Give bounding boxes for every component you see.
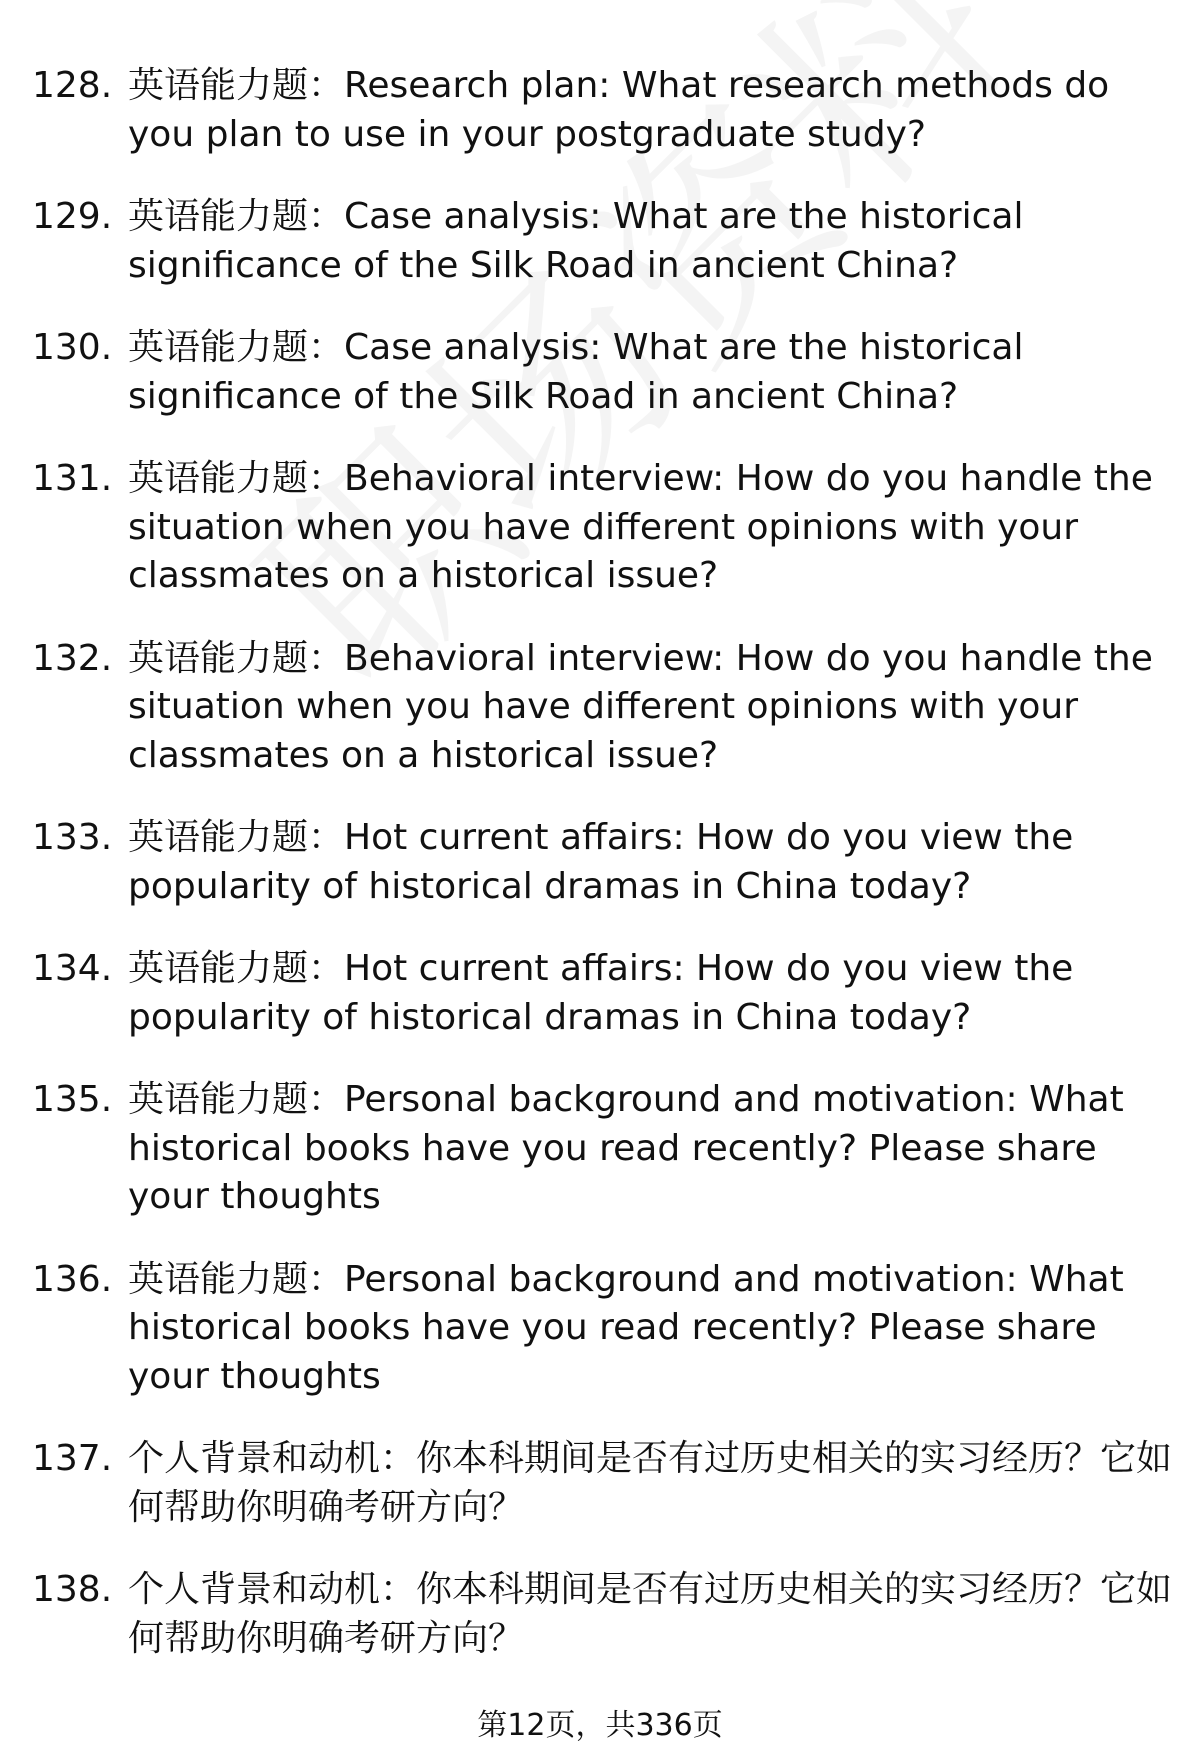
- question-text: 英语能力题：Hot current affairs: How do you view the popularity of historical dramas in China today?: [128, 817, 1074, 907]
- question-number: 137.: [32, 1438, 113, 1479]
- question-number: 130.: [32, 327, 113, 368]
- question-text: 英语能力题：Behavioral interview: How do you handle the situation when you have different opinions with your classmates on a historical issue?: [128, 637, 1153, 776]
- question-number: 138.: [32, 1569, 113, 1610]
- question-text: 个人背景和动机：你本科期间是否有过历史相关的实习经历？它如何帮助你明确考研方向？: [128, 1569, 1173, 1659]
- list-item: [32, 1256, 1177, 1402]
- list-item: [32, 814, 1177, 911]
- question-number: 133.: [32, 817, 113, 858]
- question-number: 136.: [32, 1258, 113, 1300]
- question-text: 英语能力题：Personal background and motivation: What historical books have you read recently? Please share your thoughts: [128, 1258, 1124, 1397]
- list-item: [32, 635, 1177, 781]
- question-text: 英语能力题：Personal background and motivation: What historical books have you read recently? Please share your thoughts: [128, 1079, 1124, 1217]
- question-number: 135.: [32, 1079, 113, 1120]
- question-text: 英语能力题：Research plan: What research methods do you plan to use in your postgraduate study?: [128, 65, 1110, 155]
- question-list: [32, 62, 1177, 1697]
- list-item: [32, 62, 1177, 159]
- question-number: 132.: [32, 637, 113, 679]
- list-item: [32, 1566, 1177, 1663]
- question-number: 129.: [32, 196, 113, 237]
- list-item: [32, 1076, 1177, 1222]
- question-number: 128.: [32, 65, 113, 106]
- question-text: 英语能力题：Case analysis: What are the historical significance of the Silk Road in ancient China?: [128, 196, 1024, 286]
- question-number: 134.: [32, 948, 113, 989]
- list-item: [32, 945, 1177, 1042]
- question-text: 英语能力题：Behavioral interview: How do you handle the situation when you have different opinions with your classmates on a historical issue?: [128, 458, 1153, 596]
- list-item: [32, 455, 1177, 601]
- list-item: [32, 1435, 1177, 1532]
- list-item: [32, 193, 1177, 290]
- question-text: 个人背景和动机：你本科期间是否有过历史相关的实习经历？它如何帮助你明确考研方向？: [128, 1438, 1173, 1528]
- question-number: 131.: [32, 458, 113, 499]
- question-text: 英语能力题：Hot current affairs: How do you view the popularity of historical dramas in China today?: [128, 948, 1074, 1038]
- page-number-footer: 第12页，共336页: [477, 1708, 723, 1743]
- question-text: 英语能力题：Case analysis: What are the historical significance of the Silk Road in ancient China?: [128, 327, 1024, 417]
- list-item: [32, 324, 1177, 421]
